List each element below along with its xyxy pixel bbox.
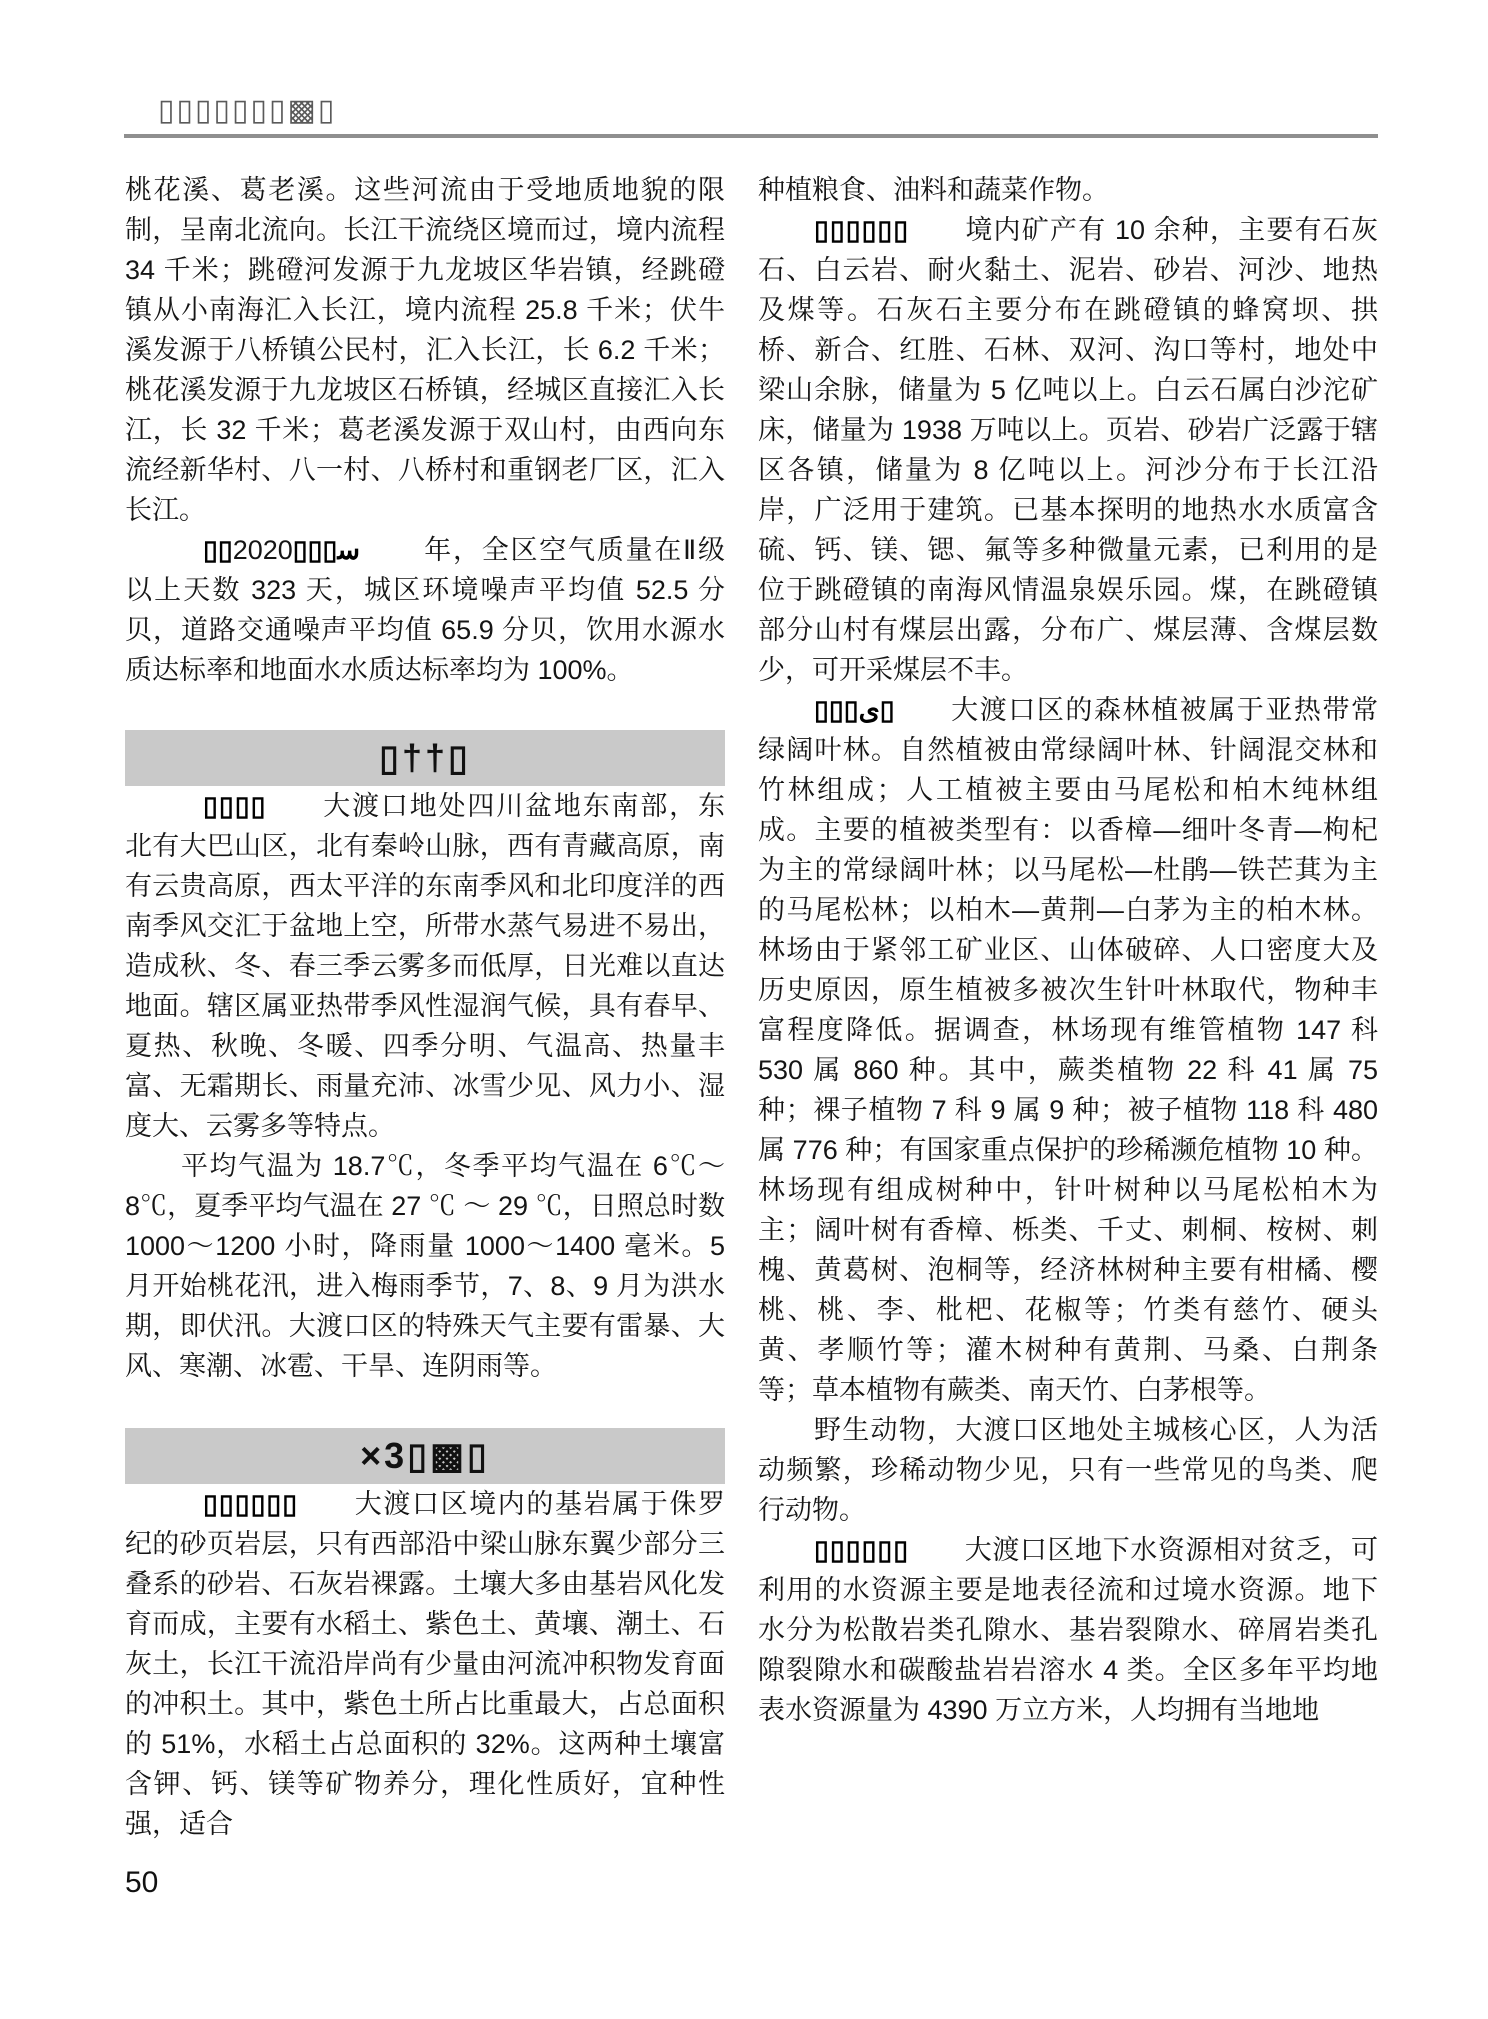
page-number: 50: [125, 1866, 159, 1899]
header-rule: [124, 134, 1378, 138]
vegetation-entry-body: 大渡口区的森林植被属于亚热带常绿阔叶林。自然植被由常绿阔叶林、针阔混交林和竹林组成；人工植被主要由马尾松和柏木纯林组成。主要的植被类型有：以香樟—细叶冬青—枸杞为主的常绿阔叶林；以马尾松—杜鹃—铁芒萁为主的马尾松林；以柏木—黄荆—白茅为主的柏木林。林场由于紧邻工矿业区、山体破碎、人口密度大及历史原因，原生植被多被次生针叶林取代，物种丰富程度降低。据调查，林场现有维管植物 147 科 530 属 860 种。其中，蕨类植物 22 科 41 属 75 种；裸子植物 7 科 9 属 9 种；被子植物 118 科 480 属 776 种；有国家重点保护的珍稀濒危植物 10 种。林场现有组成树种中，针叶树种以马尾松柏木为主；阔叶树有香樟、栎类、千丈、刺桐、桉树、刺槐、黄葛树、泡桐等，经济林树种主要有柑橘、樱桃、桃、李、枇杷、花椒等；竹类有慈竹、硬头黄、孝顺竹等；灌木树种有黄荆、马桑、白荆条等；草本植物有蕨类、南天竹、白茅根等。: [758, 695, 1378, 1405]
climate-entry-body: 大渡口地处四川盆地东南部，东北有大巴山区，北有秦岭山脉，西有青藏高原，南有云贵高原，西太平洋的东南季风和北印度洋的西南季风交汇于盆地上空，所带水蒸气易进不易出，造成秋、冬、春三季云雾多而低厚，日光难以直达地面。辖区属亚热带季风性湿润气候，具有春早、夏热、秋晚、冬暖、四季分明、气温高、热量丰富、无霜期长、雨量充沛、冰雪少见、风力小、湿度大、云雾多等特点。: [125, 791, 725, 1141]
wildlife-paragraph: 野生动物，大渡口区地处主城核心区，人为活动频繁，珍稀动物少见，只有一些常见的鸟类、爬行动物。: [758, 1415, 1378, 1525]
water-resources-entry-body: 大渡口区地下水资源相对贫乏，可利用的水资源主要是地表径流和过境水资源。地下水分为松散岩类孔隙水、基岩裂隙水、碎屑岩类孔隙裂隙水和碳酸盐岩岩溶水 4 类。全区多年平均地表水资源量为 4390 万立方米，人均拥有当地地: [758, 1535, 1378, 1725]
vegetation-entry-head-garbled: ▯▯▯ى▯: [814, 695, 895, 725]
geology-soil-continuation-paragraph: 种植粮食、油料和蔬菜作物。: [758, 175, 1109, 205]
geology-soil-entry-body: 大渡口区境内的基岩属于侏罗纪的砂页岩层，只有西部沿中梁山脉东翼少部分三叠系的砂岩、石灰岩裸露。土壤大多由基岩风化发育而成，主要有水稻土、紫色土、黄壤、潮土、石灰土，长江干流沿岸尚有少量由河流冲积物发育面的冲积土。其中，紫色土所占比重最大，占总面积的 51%，水稻土占总面积的 32%。这两种土壤富含钾、钙、镁等矿物养分，理化性质好，宜种性强，适合: [125, 1489, 725, 1839]
air-quality-entry-body: 2020 年，全区空气质量在Ⅱ级以上天数 323 天，城区环境噪声平均值 52.5 分贝，道路交通噪声平均值 65.9 分贝，饮用水源水质达标率和地面水水质达标率均为 100%。: [125, 535, 725, 685]
water-resources-entry: [758, 1530, 1378, 1730]
water-resources-entry-head-garbled: ▯▯▯▯▯▯: [814, 1535, 910, 1565]
geology-soil-entry: [125, 1484, 725, 1844]
climate-entry: [125, 786, 725, 1146]
minerals-entry-head-garbled: ▯▯▯▯▯▯: [814, 215, 910, 245]
geology-soil-entry-head-garbled: ▯▯▯▯▯▯: [203, 1489, 299, 1519]
natural-resources-section-banner: ×3▯▩▯: [125, 1428, 725, 1484]
minerals-entry-body: 境内矿产有 10 余种，主要有石灰石、白云岩、耐火黏土、泥岩、砂岩、河沙、地热及煤等。石灰石主要分布在跳磴镇的蜂窝坝、拱桥、新合、红胜、石林、双河、沟口等村，地处中梁山余脉，储量为 5 亿吨以上。白云石属白沙沱矿床，储量为 1938 万吨以上。页岩、砂岩广泛露于辖区各镇，储量为 8 亿吨以上。河沙分布于长江沿岸，广泛用于建筑。已基本探明的地热水水质富含硫、钙、镁、锶、氟等多种微量元素，已利用的是位于跳磴镇的南海风情温泉娱乐园。煤，在跳磴镇部分山村有煤层出露，分布广、煤层薄、含煤层数少，可开采煤层不丰。: [758, 215, 1378, 685]
air-quality-entry-head-garbled: ▯▯ﺳ▯▯▯: [203, 535, 360, 565]
climate-section-banner: ▯††▯: [125, 730, 725, 786]
vegetation-entry: [758, 690, 1378, 1410]
minerals-entry: [758, 210, 1378, 690]
climate-temperature-paragraph: 平均气温为 18.7℃，冬季平均气温在 6℃～8℃，夏季平均气温在 27 ℃ ～ 29 ℃，日照总时数 1000～1200 小时，降雨量 1000～1400 毫米。5 月开始桃花汛，进入梅雨季节，7、8、9 月为洪水期，即伏汛。大渡口区的特殊天气主要有雷暴、大风、寒潮、冰雹、干旱、连阴雨等。: [125, 1151, 725, 1381]
page-header-garbled-title: ▯▯▯▯▯▯▯▩▯: [158, 94, 337, 127]
rivers-continuation-paragraph: 桃花溪、葛老溪。这些河流由于受地质地貌的限制，呈南北流向。长江干流绕区境而过，境内流程 34 千米；跳磴河发源于九龙坡区华岩镇，经跳磴镇从小南海汇入长江，境内流程 25.8 千米；伏牛溪发源于八桥镇公民村，汇入长江，长 6.2 千米；桃花溪发源于九龙坡区石桥镇，经城区直接汇入长江，长 32 千米；葛老溪发源于双山村，由西向东流经新华村、八一村、八桥村和重钢老厂区，汇入长江。: [125, 175, 725, 525]
right-column: [758, 170, 1378, 1730]
climate-entry-head-garbled: ▯▯▯▯: [203, 791, 267, 821]
left-column: [125, 170, 725, 1844]
air-quality-entry: [125, 530, 725, 690]
